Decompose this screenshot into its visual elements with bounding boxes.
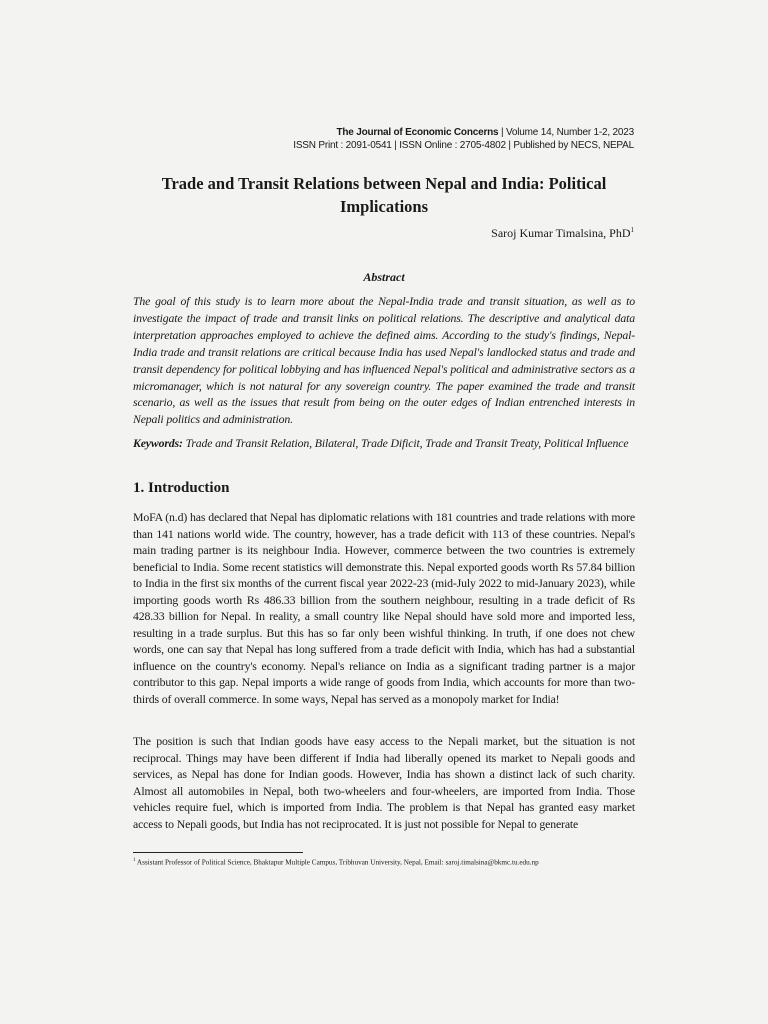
footnote-text: Assistant Professor of Political Science, Bhaktapur Multiple Campus, Tribhuvan University, Nepal, Email: saroj.timalsina@bkmc.tu.edu.np [135,858,539,867]
author-name: Saroj Kumar Timalsina, PhD [491,226,631,240]
body-paragraph: MoFA (n.d) has declared that Nepal has diplomatic relations with 181 countries and trade relations with more than 141 nations world wide. The country, however, has a trade deficit with 113 of these countries. Nepal's main trading partner is its neighbour India. However, commerce between the two countries is extremely beneficial to India. Some recent statistics will demonstrate this. Nepal exported goods worth Rs 57.84 billion to India in the first six months of the current fiscal year 2022-23 (mid-July 2022 to mid-January 2023), while importing goods worth Rs 486.33 billion from the southern neighbour, resulting in a trade deficit of Rs 428.33 billion for Nepal. In reality, a small country like Nepal should have sold more and imported less, resulting in a trade surplus. But this has so far only been wishful thinking. In truth, if one does not chew words, one can say that Nepal has long suffered from a trade deficit with India, which has had a substantial influence on the country's economy. Nepal's reliance on India as a significant trading partner is a major contributor to this gap. Nepal imports a wide range of goods from India, which accounts for more than two-thirds of overall commerce. In some ways, Nepal has served as a monopoly market for India! [133,510,635,706]
abstract-heading: Abstract [363,270,405,284]
keywords [133,435,635,452]
journal-citation-line [293,126,634,139]
abstract-text: The goal of this study is to learn more about the Nepal-India trade and transit situation, as well as to investigate the impact of trade and transit links on political relations. The descriptive and analytical data interpretation approaches employed to achieve the defined aims. According to the study's findings, Nepal-India trade and transit relations are critical because India has used Nepal's landlocked status and trade and transit dependency for political lobbying and has influenced Nepal's political and administrative sectors as a micromanager, which is not natural for any sovereign country. The paper examined the trade and transit scenario, as well as the issues that result from being on the outer edges of Indian entrenched interests in Nepali politics and administration. [133,294,635,427]
footnote-mark: 1 [133,858,136,863]
journal-header [293,126,634,152]
body-paragraph: The position is such that Indian goods have easy access to the Nepali market, but the situation is not reciprocal. Things may have been different if India had liberally opened its market to Nepali goods and services, as Nepal has done for Indian goods. However, India has shown a distinct lack of such charity. Almost all automobiles in Nepal, both two-wheelers and four-wheelers, are imported from India. Those vehicles require fuel, which is imported from India. The problem is that Nepal has granted easy market access to Nepali goods, but India has not reciprocated. It is just not possible for Nepal to generate [133,734,635,831]
journal-issn: ISSN Print : 2091-0541 | ISSN Online : 2705-4802 | Published by NECS, NEPAL [293,140,634,151]
author-line [491,223,634,241]
article-title: Trade and Transit Relations between Nepal and India: Political Implications [161,174,607,216]
keywords-list: Trade and Transit Relation, Bilateral, Trade Dificit, Trade and Transit Treaty, Political Influence [182,436,629,450]
journal-volume: | Volume 14, Number 1-2, 2023 [498,127,634,138]
footnote-divider [133,852,303,853]
author-footnote-mark[interactable]: 1 [630,226,634,234]
footnote [133,856,539,867]
section-heading-introduction: 1. Introduction [133,480,230,496]
journal-name: The Journal of Economic Concerns [336,127,499,138]
keywords-label: Keywords: [133,436,183,450]
